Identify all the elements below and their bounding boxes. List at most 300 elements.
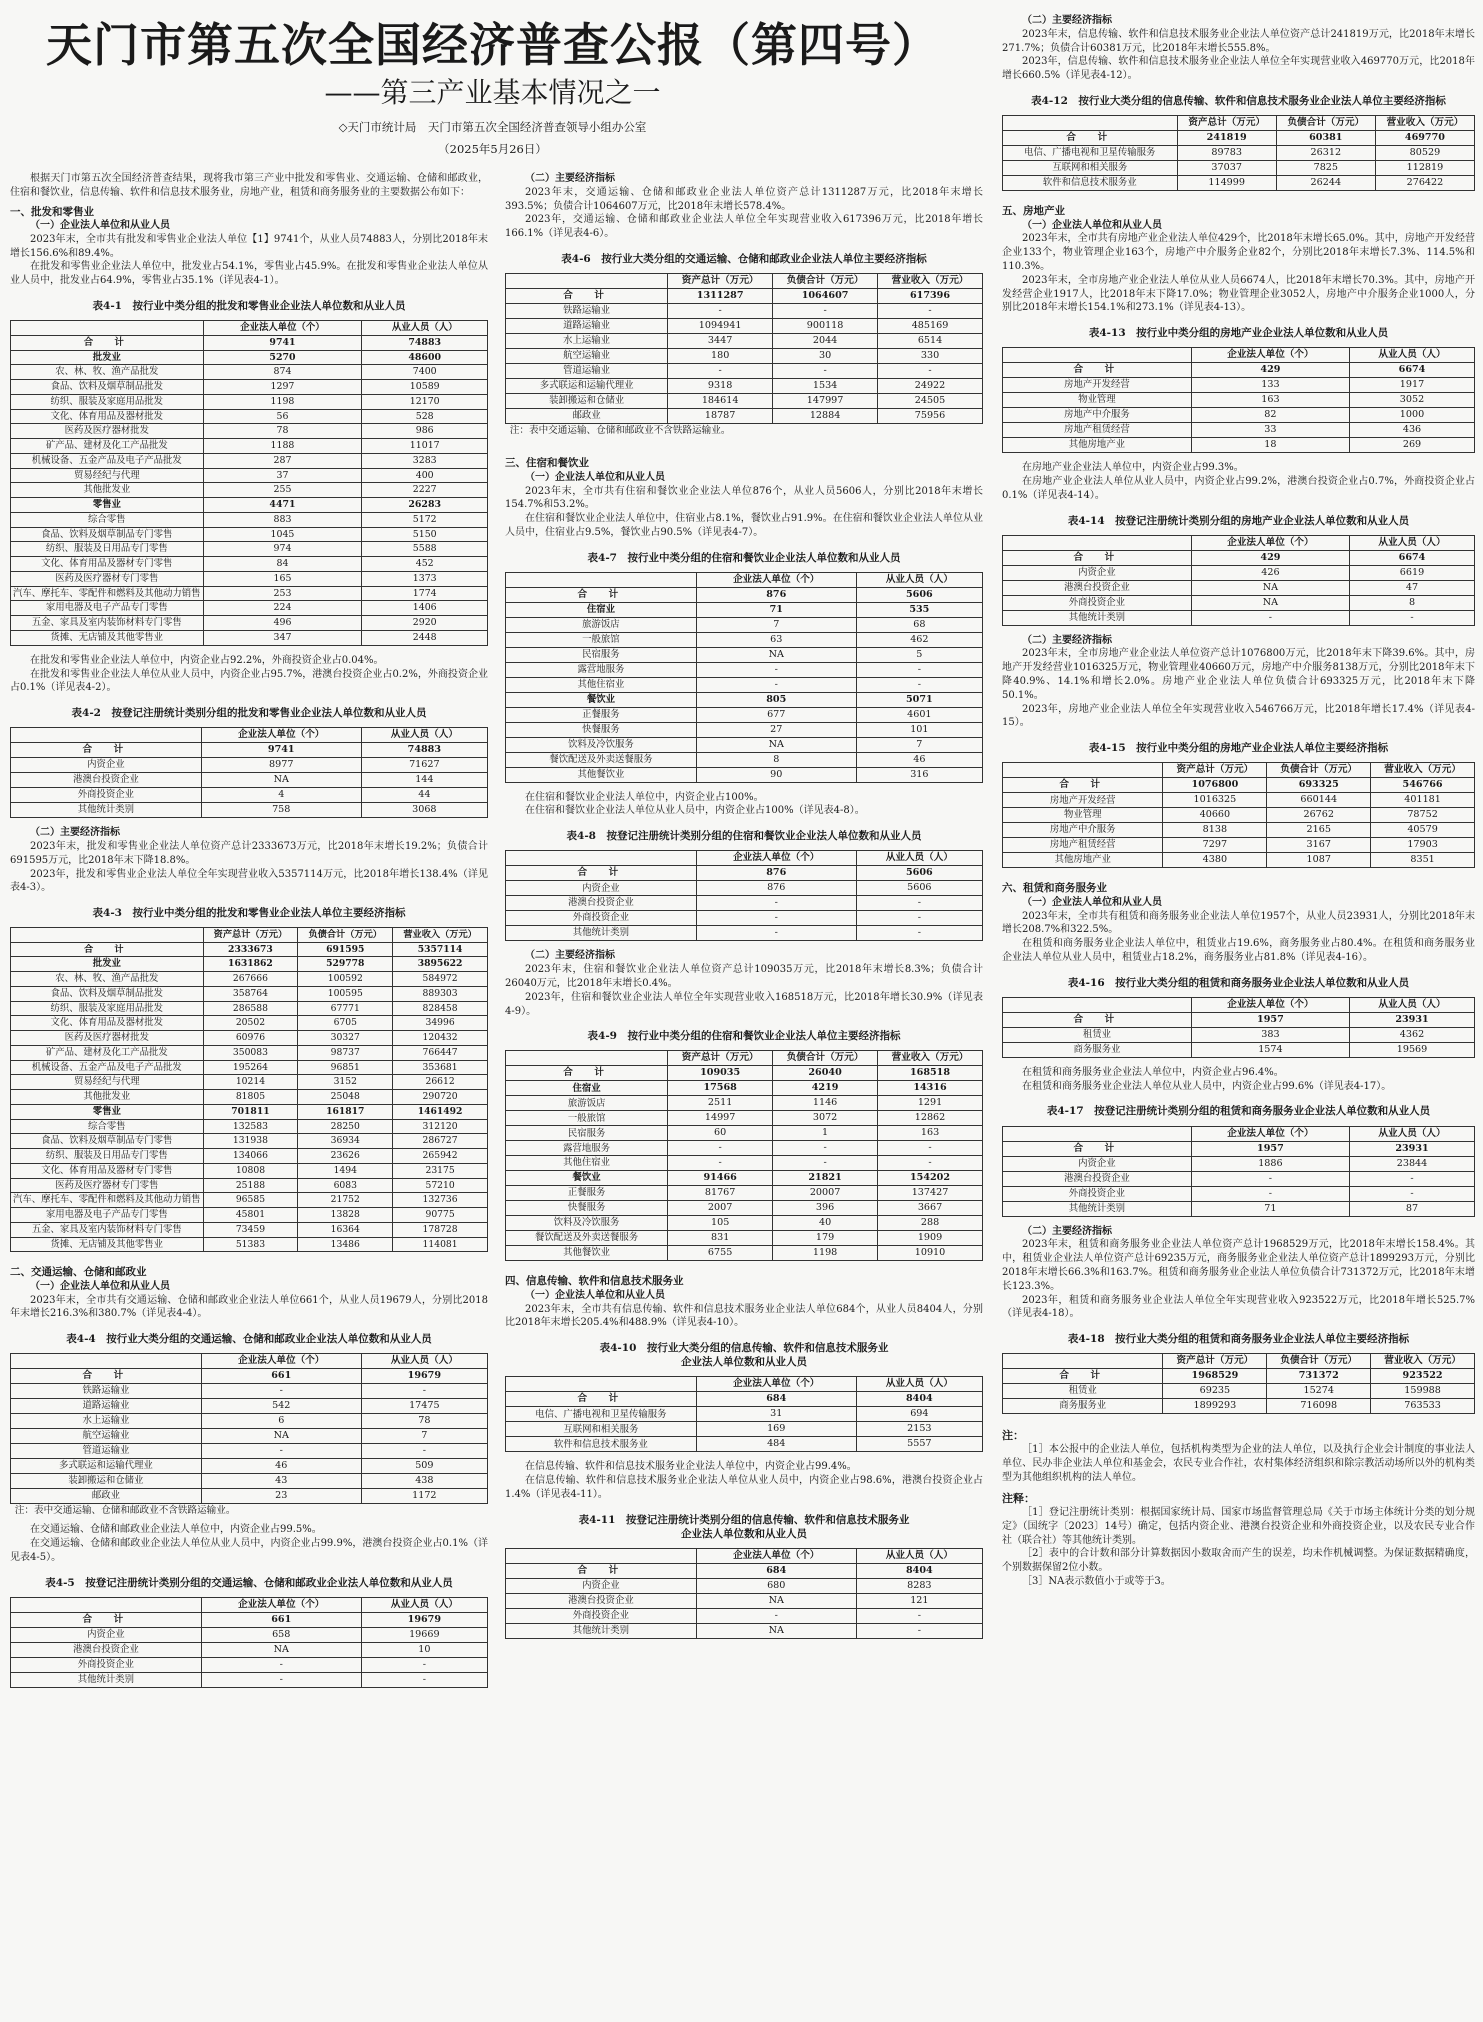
table-caption: 表4-5 按登记注册统计类别分组的交通运输、仓储和邮政业企业法人单位数和从业人员 bbox=[45, 1576, 453, 1589]
table-cell: 100592 bbox=[298, 972, 393, 987]
table-cell: 1198 bbox=[203, 394, 362, 409]
table-cell: 165 bbox=[203, 571, 362, 586]
table-cell: 67771 bbox=[298, 1001, 393, 1016]
column-header: 营业收入（万元） bbox=[1371, 763, 1475, 778]
row-label: 纺织、服装及家庭用品批发 bbox=[11, 1001, 204, 1016]
column-header bbox=[1003, 997, 1192, 1012]
row-label: 贸易经纪与代理 bbox=[11, 468, 204, 483]
row-label: 合 计 bbox=[11, 942, 204, 957]
table-row bbox=[11, 1193, 488, 1208]
table-row bbox=[506, 752, 983, 767]
table-cell: 484 bbox=[696, 1437, 856, 1452]
row-label: 其他住宿业 bbox=[506, 677, 697, 692]
table-cell: - bbox=[696, 926, 856, 941]
table-cell: 1494 bbox=[298, 1163, 393, 1178]
row-label: 货摊、无店铺及其他零售业 bbox=[11, 630, 204, 645]
column-header bbox=[506, 851, 697, 866]
paragraph: 2023年，批发和零售业企业法人单位全年实现营业收入5357114万元，比2018年增长138.4%（详见表4-3）。 bbox=[10, 868, 488, 894]
table-cell: NA bbox=[696, 737, 856, 752]
table-cell: 3072 bbox=[773, 1111, 878, 1126]
table-4-18 bbox=[1002, 1353, 1475, 1414]
table-cell: 684 bbox=[696, 1392, 856, 1407]
row-label: 装卸搬运和仓储业 bbox=[506, 394, 668, 409]
row-label: 软件和信息技术服务业 bbox=[1003, 176, 1178, 191]
row-label: 互联网和相关服务 bbox=[1003, 161, 1178, 176]
table-cell: 3895622 bbox=[393, 957, 488, 972]
table-row bbox=[11, 365, 488, 380]
row-label: 食品、饮料及烟草制品专门零售 bbox=[11, 527, 204, 542]
row-label: 合 计 bbox=[11, 743, 202, 758]
table-cell: 78 bbox=[203, 424, 362, 439]
table-cell: 429 bbox=[1191, 363, 1349, 378]
table-cell: - bbox=[856, 1609, 982, 1624]
column-header: 企业法人单位（个） bbox=[203, 321, 362, 336]
row-label: 矿产品、建材及化工产品批发 bbox=[11, 1045, 204, 1060]
table-cell: 16364 bbox=[298, 1222, 393, 1237]
column-header: 从业人员（人） bbox=[1350, 348, 1475, 363]
table-cell: 73459 bbox=[203, 1222, 298, 1237]
table-row bbox=[11, 972, 488, 987]
table-cell: 1957 bbox=[1191, 1012, 1349, 1027]
table-cell: 71 bbox=[696, 602, 856, 617]
row-label: 外商投资企业 bbox=[1003, 595, 1192, 610]
row-label: 房地产租赁经营 bbox=[1003, 838, 1163, 853]
table-cell: 680 bbox=[696, 1579, 856, 1594]
table-cell: 19669 bbox=[361, 1628, 487, 1643]
row-label: 其他住宿业 bbox=[506, 1156, 668, 1171]
table-row bbox=[11, 986, 488, 1001]
table-cell: 5172 bbox=[362, 512, 488, 527]
table-cell: 1917 bbox=[1350, 378, 1475, 393]
table-row bbox=[11, 586, 488, 601]
row-label: 管道运输业 bbox=[506, 364, 668, 379]
row-label: 正餐服务 bbox=[506, 1186, 668, 1201]
table-cell: 8138 bbox=[1163, 823, 1267, 838]
table-cell: 286727 bbox=[393, 1134, 488, 1149]
table-cell: 120432 bbox=[393, 1031, 488, 1046]
table-cell: 1311287 bbox=[668, 289, 773, 304]
row-label: 外商投资企业 bbox=[1003, 1186, 1192, 1201]
table-cell: 14316 bbox=[878, 1081, 983, 1096]
table-cell: - bbox=[878, 364, 983, 379]
paragraph: 在交通运输、仓储和邮政业企业法人单位从业人员中，内资企业占99.9%，港澳台投资企业占0.1%（详见表4-5）。 bbox=[10, 1538, 488, 1564]
table-cell: NA bbox=[1191, 595, 1349, 610]
table-cell: 7 bbox=[361, 1429, 487, 1444]
table-cell: 163 bbox=[1191, 393, 1349, 408]
table-cell: 684 bbox=[696, 1564, 856, 1579]
table-row bbox=[1003, 1399, 1475, 1414]
table-cell: 617396 bbox=[878, 289, 983, 304]
table-row bbox=[1003, 595, 1475, 610]
table-cell: 71627 bbox=[361, 758, 487, 773]
table-cell: 26612 bbox=[393, 1075, 488, 1090]
table-cell: 105 bbox=[668, 1216, 773, 1231]
table-4-4 bbox=[10, 1353, 488, 1504]
table-cell: 23931 bbox=[1350, 1141, 1475, 1156]
table-row bbox=[11, 439, 488, 454]
table-row bbox=[11, 380, 488, 395]
table-row bbox=[506, 632, 983, 647]
table-row bbox=[506, 1624, 983, 1639]
table-row bbox=[506, 737, 983, 752]
subsection-title: （一）企业法人单位和从业人员 bbox=[30, 1280, 170, 1292]
row-label: 家用电器及电子产品专门零售 bbox=[11, 601, 204, 616]
table-row bbox=[11, 1369, 488, 1384]
paragraph: 在房地产业企业法人单位从业人员中，内资企业占99.2%，港澳台投资企业占0.7%，外商投资企业占0.1%（详见表4-14）。 bbox=[1002, 476, 1475, 501]
table-row bbox=[1003, 1042, 1475, 1057]
row-label: 露营地服务 bbox=[506, 662, 697, 677]
row-label: 其他批发业 bbox=[11, 483, 204, 498]
table-row bbox=[506, 662, 983, 677]
row-label: 道路运输业 bbox=[11, 1399, 202, 1414]
row-label: 合 计 bbox=[1003, 131, 1178, 146]
table-row bbox=[506, 289, 983, 304]
table-cell: 1000 bbox=[1350, 408, 1475, 423]
table-4-3 bbox=[10, 927, 488, 1252]
table-cell: 1406 bbox=[362, 601, 488, 616]
column-header: 负债合计（万元） bbox=[1276, 116, 1375, 131]
table-cell: 89783 bbox=[1177, 146, 1276, 161]
table-row bbox=[11, 483, 488, 498]
table-row bbox=[1003, 1186, 1475, 1201]
table-cell: 134066 bbox=[203, 1149, 298, 1164]
table-row bbox=[11, 571, 488, 586]
table-cell: 147997 bbox=[773, 394, 878, 409]
row-label: 住宿业 bbox=[506, 1081, 668, 1096]
table-row bbox=[11, 1060, 488, 1075]
table-cell: 1087 bbox=[1267, 853, 1371, 868]
table-cell: 30 bbox=[773, 349, 878, 364]
table-cell: 876 bbox=[696, 866, 856, 881]
column-header: 负债合计（万元） bbox=[1267, 763, 1371, 778]
table-caption: 表4-18 按行业大类分组的租赁和商务服务业企业法人单位主要经济指标 bbox=[1067, 1333, 1410, 1346]
section-title: 二、交通运输、仓储和邮政业 bbox=[10, 1266, 147, 1279]
table-cell: 5606 bbox=[856, 866, 982, 881]
table-row bbox=[506, 677, 983, 692]
table-cell: 276422 bbox=[1375, 176, 1474, 191]
table-cell: 400 bbox=[362, 468, 488, 483]
table-cell: 3068 bbox=[361, 803, 487, 818]
row-label: 港澳台投资企业 bbox=[1003, 1171, 1192, 1186]
table-cell: 26312 bbox=[1276, 146, 1375, 161]
row-label: 其他统计类别 bbox=[1003, 1201, 1192, 1216]
row-label: 其他餐饮业 bbox=[506, 1246, 668, 1261]
column-header: 营业收入（万元） bbox=[1375, 116, 1474, 131]
table-caption: 表4-6 按行业大类分组的交通运输、仓储和邮政业企业法人单位主要经济指标 bbox=[561, 252, 927, 265]
column-middle bbox=[505, 172, 983, 2017]
row-label: 民宿服务 bbox=[506, 647, 697, 662]
table-cell: 44 bbox=[361, 788, 487, 803]
table-4-9 bbox=[505, 1050, 983, 1261]
row-label: 批发业 bbox=[11, 957, 204, 972]
column-header: 资产总计（万元） bbox=[1163, 763, 1267, 778]
table-cell: 509 bbox=[361, 1459, 487, 1474]
table-cell: 2511 bbox=[668, 1096, 773, 1111]
table-cell: 6755 bbox=[668, 1246, 773, 1261]
table-caption: 表4-12 按行业大类分组的信息传输、软件和信息技术服务业企业法人单位主要经济指标 bbox=[1031, 94, 1446, 107]
column-header: 营业收入（万元） bbox=[878, 274, 983, 289]
table-cell: 7400 bbox=[362, 365, 488, 380]
row-label: 汽车、摩托车、零配件和燃料及其他动力销售 bbox=[11, 1193, 204, 1208]
table-cell: 37037 bbox=[1177, 161, 1276, 176]
paragraph: 2023年末，全市共有交通运输、仓储和邮政业企业法人单位661个，从业人员19679人，分别比2018年末增长216.3%和380.7%（详见表4-4）。 bbox=[10, 1294, 488, 1320]
table-cell: 84 bbox=[203, 557, 362, 572]
table-row bbox=[1003, 610, 1475, 625]
column-header: 企业法人单位（个） bbox=[1191, 1126, 1349, 1141]
table-cell: 584972 bbox=[393, 972, 488, 987]
row-label: 文化、体育用品及器材专门零售 bbox=[11, 557, 204, 572]
table-cell: - bbox=[201, 1672, 361, 1687]
table-cell: 763533 bbox=[1371, 1399, 1475, 1414]
table-cell: - bbox=[1191, 1186, 1349, 1201]
table-row bbox=[11, 743, 488, 758]
table-row bbox=[11, 1119, 488, 1134]
table-row bbox=[11, 773, 488, 788]
column-header bbox=[1003, 763, 1163, 778]
table-row bbox=[506, 1171, 983, 1186]
row-label: 铁路运输业 bbox=[506, 304, 668, 319]
row-label: 矿产品、建材及化工产品批发 bbox=[11, 439, 204, 454]
row-label: 旅游饭店 bbox=[506, 1096, 668, 1111]
table-4-6 bbox=[505, 273, 983, 424]
table-cell: 101 bbox=[856, 722, 982, 737]
table-cell: 693325 bbox=[1267, 778, 1371, 793]
paragraph: 2023年末，交通运输、仓储和邮政业企业法人单位资产总计1311287万元，比2018年末增长393.5%；负债合计1064607万元，比2018年末增长578.4%。 bbox=[505, 186, 983, 212]
row-label: 其他餐饮业 bbox=[506, 767, 697, 782]
table-cell: - bbox=[1350, 1186, 1475, 1201]
paragraph: 2023年，信息传输、软件和信息技术服务业企业法人单位全年实现营业收入469770万元，比2018年增长660.5%（详见表4-12）。 bbox=[1002, 56, 1475, 82]
row-label: 合 计 bbox=[506, 289, 668, 304]
row-label: 电信、广播电视和卫星传输服务 bbox=[506, 1407, 697, 1422]
table-cell: 5606 bbox=[856, 881, 982, 896]
table-cell: 701811 bbox=[203, 1104, 298, 1119]
row-label: 互联网和相关服务 bbox=[506, 1422, 697, 1437]
table-cell: 17903 bbox=[1371, 838, 1475, 853]
table-cell: 290720 bbox=[393, 1090, 488, 1105]
table-4-13 bbox=[1002, 347, 1475, 453]
table-cell: - bbox=[696, 677, 856, 692]
table-cell: 438 bbox=[361, 1474, 487, 1489]
row-label: 外商投资企业 bbox=[11, 788, 202, 803]
table-cell: 1534 bbox=[773, 379, 878, 394]
row-label: 餐饮配送及外卖送餐服务 bbox=[506, 1231, 668, 1246]
table-row bbox=[11, 1657, 488, 1672]
table-cell: 353681 bbox=[393, 1060, 488, 1075]
row-label: 旅游饭店 bbox=[506, 617, 697, 632]
subsection-title: （二）主要经济指标 bbox=[30, 827, 120, 839]
paragraph: 2023年末，全市共有批发和零售业企业法人单位【1】9741个，从业人员74883人，分别比2018年末增长156.6%和89.4%。 bbox=[10, 233, 488, 259]
column-header bbox=[1003, 535, 1192, 550]
table-cell: 15274 bbox=[1267, 1384, 1371, 1399]
table-cell: 2007 bbox=[668, 1201, 773, 1216]
table-row bbox=[1003, 565, 1475, 580]
row-label: 合 计 bbox=[506, 866, 697, 881]
table-cell: 19569 bbox=[1350, 1042, 1475, 1057]
table-row bbox=[11, 350, 488, 365]
table-row bbox=[1003, 580, 1475, 595]
table-cell: 316 bbox=[856, 767, 982, 782]
row-label: 医药及医疗器材批发 bbox=[11, 1031, 204, 1046]
table-caption: 表4-1 按行业中类分组的批发和零售业企业法人单位数和从业人员 bbox=[92, 300, 406, 313]
column-header bbox=[506, 1377, 697, 1392]
table-cell: 1188 bbox=[203, 439, 362, 454]
table-cell: 56 bbox=[203, 409, 362, 424]
row-label: 其他房地产业 bbox=[1003, 853, 1163, 868]
caption-line: 表4-10 按行业大类分组的信息传输、软件和信息技术服务业 bbox=[599, 1342, 889, 1355]
paragraph: 2023年末，全市共有房地产业企业法人单位429个，比2018年末增长65.0%。其中，房地产开发经营企业133个，物业管理企业163个，房地产中介服务企业82个，分别比2018年末增长7.3%、114.5%和110.3%。 bbox=[1002, 233, 1475, 272]
table-cell: 71 bbox=[1191, 1201, 1349, 1216]
table-row bbox=[506, 379, 983, 394]
table-cell: 57210 bbox=[393, 1178, 488, 1193]
footnote: ［1］登记注册统计类别：根据国家统计局、国家市场监督管理总局《关于市场主体统计分类的划分规定》（国统字〔2023〕14号）确定，包括内资企业、港澳台投资企业和外商投资企业，以及农民专业合作社（联合社）等其他统计类别。 bbox=[1002, 1506, 1475, 1546]
table-cell: 46 bbox=[856, 752, 982, 767]
table-cell: 265942 bbox=[393, 1149, 488, 1164]
subsection-title: （一）企业法人单位和从业人员 bbox=[525, 1289, 665, 1301]
table-4-17 bbox=[1002, 1126, 1475, 1217]
row-label: 文化、体育用品及器材批发 bbox=[11, 409, 204, 424]
table-cell: 267666 bbox=[203, 972, 298, 987]
table-cell: 3283 bbox=[362, 453, 488, 468]
table-cell: 6674 bbox=[1350, 550, 1475, 565]
paragraph: 2023年末，全市共有信息传输、软件和信息技术服务业企业法人单位684个，从业人员8404人，分别比2018年末增长205.4%和488.9%（详见表4-10）。 bbox=[505, 1303, 983, 1329]
table-row bbox=[11, 1613, 488, 1628]
table-cell: 75956 bbox=[878, 409, 983, 424]
row-label: 五金、家具及室内装饰材料专门零售 bbox=[11, 1222, 204, 1237]
table-row bbox=[506, 1111, 983, 1126]
table-cell: 137427 bbox=[878, 1186, 983, 1201]
table-cell: - bbox=[361, 1672, 487, 1687]
row-label: 文化、体育用品及器材批发 bbox=[11, 1016, 204, 1031]
paragraph: 2023年，租赁和商务服务业企业法人单位全年实现营业收入923522万元，比2018年增长525.7%（详见表4-18）。 bbox=[1002, 1294, 1475, 1320]
table-cell: 40 bbox=[773, 1216, 878, 1231]
table-row bbox=[11, 1643, 488, 1658]
table-row bbox=[11, 557, 488, 572]
table-cell: 10808 bbox=[203, 1163, 298, 1178]
table-cell: 694 bbox=[856, 1407, 982, 1422]
paragraph: 2023年末，全市共有住宿和餐饮业企业法人单位876个，从业人员5606人，分别比2018年末增长154.7%和53.2%。 bbox=[505, 485, 983, 511]
table-cell: - bbox=[696, 911, 856, 926]
column-header: 从业人员（人） bbox=[856, 1549, 982, 1564]
table-row bbox=[11, 542, 488, 557]
table-row bbox=[11, 512, 488, 527]
table-row bbox=[11, 453, 488, 468]
table-cell: 17475 bbox=[361, 1399, 487, 1414]
table-cell: 10 bbox=[361, 1643, 487, 1658]
table-row bbox=[506, 767, 983, 782]
table-row bbox=[1003, 1012, 1475, 1027]
table-cell: 184614 bbox=[668, 394, 773, 409]
row-label: 合 计 bbox=[11, 1613, 202, 1628]
column-header: 从业人员（人） bbox=[1350, 997, 1475, 1012]
table-cell: 1774 bbox=[362, 586, 488, 601]
table-row bbox=[11, 1178, 488, 1193]
table-row bbox=[506, 881, 983, 896]
table-cell: 396 bbox=[773, 1201, 878, 1216]
table-cell: - bbox=[1191, 610, 1349, 625]
column-header: 企业法人单位（个） bbox=[696, 851, 856, 866]
column-header bbox=[1003, 1126, 1192, 1141]
row-label: 内资企业 bbox=[11, 1628, 202, 1643]
table-cell: 1 bbox=[773, 1126, 878, 1141]
table-4-8 bbox=[505, 850, 983, 941]
row-label: 餐饮配送及外卖送餐服务 bbox=[506, 752, 697, 767]
paragraph: 在房地产业企业法人单位中，内资企业占99.3%。 bbox=[1022, 462, 1244, 474]
table-row bbox=[11, 1459, 488, 1474]
table-row bbox=[1003, 1369, 1475, 1384]
table-cell: 132736 bbox=[393, 1193, 488, 1208]
row-label: 商务服务业 bbox=[1003, 1042, 1192, 1057]
table-cell: 24505 bbox=[878, 394, 983, 409]
row-label: 批发业 bbox=[11, 350, 204, 365]
table-row bbox=[506, 1096, 983, 1111]
row-label: 民宿服务 bbox=[506, 1126, 668, 1141]
table-cell: 144 bbox=[361, 773, 487, 788]
table-row bbox=[506, 1141, 983, 1156]
table-row bbox=[11, 1075, 488, 1090]
table-cell: 658 bbox=[201, 1628, 361, 1643]
table-cell: 3447 bbox=[668, 334, 773, 349]
table-row bbox=[11, 1384, 488, 1399]
table-cell: 4471 bbox=[203, 498, 362, 513]
table-caption bbox=[505, 1341, 983, 1369]
row-label: 水上运输业 bbox=[11, 1414, 202, 1429]
column-header: 资产总计（万元） bbox=[668, 1051, 773, 1066]
paragraph: 在批发和零售业企业法人单位中，内资企业占92.2%，外商投资企业占0.04%。 bbox=[30, 654, 384, 666]
table-row bbox=[11, 788, 488, 803]
table-4-7 bbox=[505, 572, 983, 783]
table-row bbox=[11, 1237, 488, 1252]
table-row bbox=[11, 1149, 488, 1164]
table-cell: 13486 bbox=[298, 1237, 393, 1252]
row-label: 合 计 bbox=[11, 335, 204, 350]
column-header: 营业收入（万元） bbox=[1371, 1354, 1475, 1369]
subsection-title: （二）主要经济指标 bbox=[525, 173, 615, 184]
row-label: 饮料及冷饮服务 bbox=[506, 1216, 668, 1231]
row-label: 港澳台投资企业 bbox=[506, 1594, 697, 1609]
row-label: 航空运输业 bbox=[11, 1429, 202, 1444]
table-cell: 269 bbox=[1350, 438, 1475, 453]
table-cell: 131938 bbox=[203, 1134, 298, 1149]
table-cell: 358764 bbox=[203, 986, 298, 1001]
paragraph: 2023年末，租赁和商务服务业企业法人单位资产总计1968529万元，比2018年末增长158.4%。其中，租赁业企业法人单位资产总计69235万元，商务服务业企业法人单位资产总计1899293万元，分别比2018年末增长66.3%和163.7%。租赁和商务服务业企业法人单位负债合计731372万元，比2018年末增长123.3%。 bbox=[1002, 1239, 1475, 1292]
table-4-12 bbox=[1002, 115, 1475, 191]
table-cell: 47 bbox=[1350, 580, 1475, 595]
table-cell: 60 bbox=[668, 1126, 773, 1141]
table-row bbox=[506, 304, 983, 319]
table-caption: 表4-3 按行业中类分组的批发和零售业企业法人单位主要经济指标 bbox=[92, 907, 406, 920]
row-label: 租赁业 bbox=[1003, 1027, 1192, 1042]
table-cell: 436 bbox=[1350, 423, 1475, 438]
section-title: 六、租赁和商务服务业 bbox=[1002, 882, 1107, 895]
column-header bbox=[11, 728, 202, 743]
paragraph: 在住宿和餐饮业企业法人单位中，住宿业占8.1%，餐饮业占91.9%。在住宿和餐饮业企业法人单位从业人员中，住宿业占9.5%，餐饮业占90.5%（详见表4-7）。 bbox=[505, 513, 983, 538]
table-row bbox=[506, 1407, 983, 1422]
table-cell: 60381 bbox=[1276, 131, 1375, 146]
table-cell: 45801 bbox=[203, 1208, 298, 1223]
table-cell: 5150 bbox=[362, 527, 488, 542]
row-label: 物业管理 bbox=[1003, 808, 1163, 823]
table-row bbox=[11, 1104, 488, 1119]
row-label: 其他统计类别 bbox=[506, 1624, 697, 1639]
table-cell: 330 bbox=[878, 349, 983, 364]
column-header: 企业法人单位（个） bbox=[1191, 535, 1349, 550]
table-row bbox=[11, 1134, 488, 1149]
table-cell: 876 bbox=[696, 587, 856, 602]
paragraph: 2023年，交通运输、仓储和邮政业企业法人单位全年实现营业收入617396万元，比2018年增长166.1%（详见表4-6）。 bbox=[505, 214, 983, 240]
table-cell: 40660 bbox=[1163, 808, 1267, 823]
table-row bbox=[11, 1208, 488, 1223]
row-label: 纺织、服装及日用品专门零售 bbox=[11, 542, 204, 557]
